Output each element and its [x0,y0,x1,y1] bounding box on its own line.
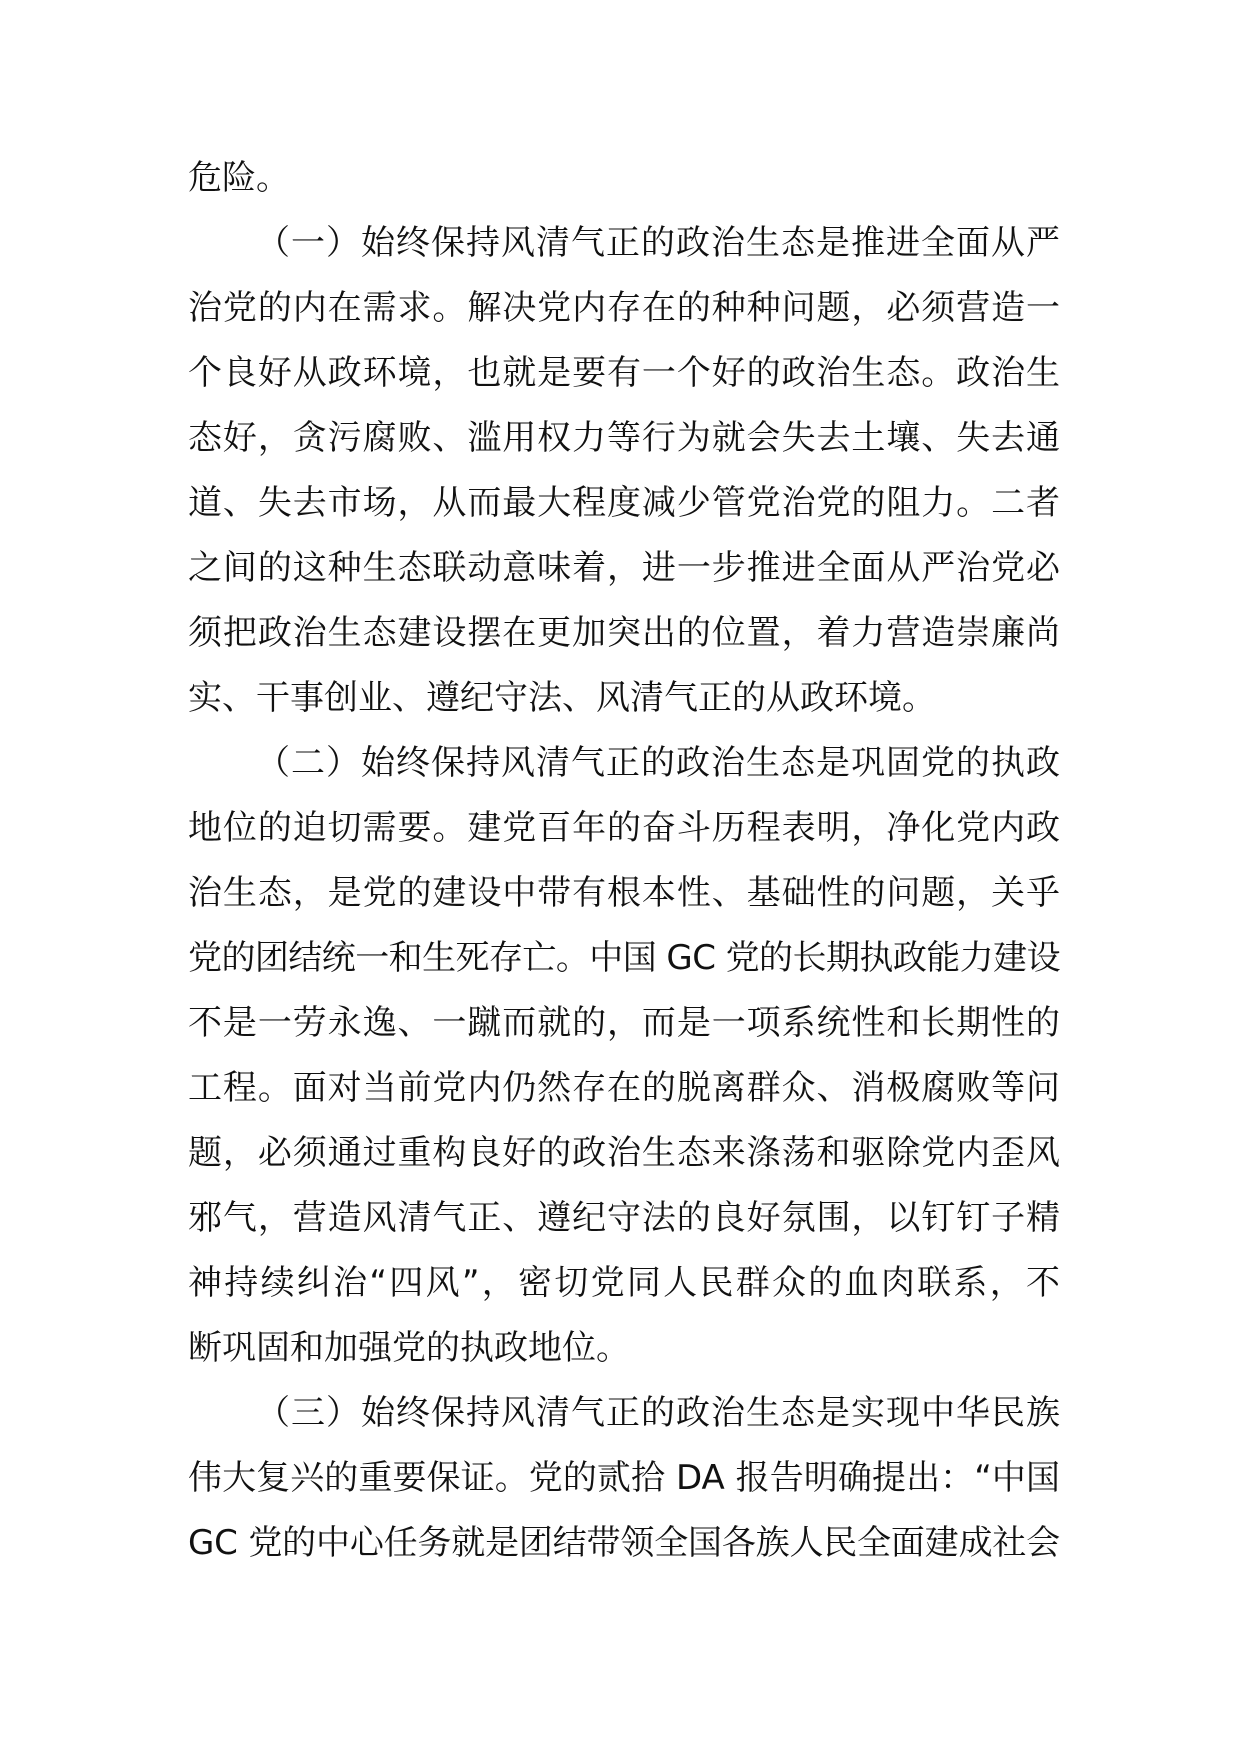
text-line: 治生态，是党的建设中带有根本性、基础性的问题，关乎 [188,873,1060,913]
paragraph-heading-line: （二）始终保持风清气正的政治生态是巩固党的执政 [256,743,1060,783]
text-line: 工程。面对当前党内仍然存在的脱离群众、消极腐败等问 [188,1068,1060,1108]
paragraph-heading-line: （一）始终保持风清气正的政治生态是推进全面从严 [256,223,1060,263]
text-line: 伟大复兴的重要保证。党的贰拾 DA 报告明确提出：“中国 [188,1458,1060,1498]
text-line: 之间的这种生态联动意味着，进一步推进全面从严治党必 [188,548,1060,588]
text-line: 神持续纠治“四风”，密切党同人民群众的血肉联系，不 [188,1263,1060,1303]
text-line: 党的团结统一和生死存亡。中国 GC 党的长期执政能力建设 [188,938,1061,978]
text-line: 地位的迫切需要。建党百年的奋斗历程表明，净化党内政 [188,808,1060,848]
text-line: 断巩固和加强党的执政地位。 [188,1328,630,1368]
text-line: 邪气，营造风清气正、遵纪守法的良好氛围，以钉钉子精 [188,1198,1060,1238]
text-line: 须把政治生态建设摆在更加突出的位置，着力营造崇廉尚 [188,613,1060,653]
text-line: 态好，贪污腐败、滥用权力等行为就会失去土壤、失去通 [188,418,1060,458]
text-line: 题，必须通过重构良好的政治生态来涤荡和驱除党内歪风 [188,1133,1060,1173]
text-line: 不是一劳永逸、一蹴而就的，而是一项系统性和长期性的 [188,1003,1060,1043]
text-line: GC 党的中心任务就是团结带领全国各族人民全面建成社会 [188,1523,1061,1563]
text-line: 个良好从政环境，也就是要有一个好的政治生态。政治生 [188,353,1060,393]
text-line: 道、失去市场，从而最大程度减少管党治党的阻力。二者 [188,483,1060,523]
document-body [188,146,1060,1576]
text-line: 治党的内在需求。解决党内存在的种种问题，必须营造一 [188,288,1060,328]
text-line: 危险。 [188,158,290,198]
text-line: 实、干事创业、遵纪守法、风清气正的从政环境。 [188,678,936,718]
paragraph-heading-line: （三）始终保持风清气正的政治生态是实现中华民族 [256,1393,1060,1433]
